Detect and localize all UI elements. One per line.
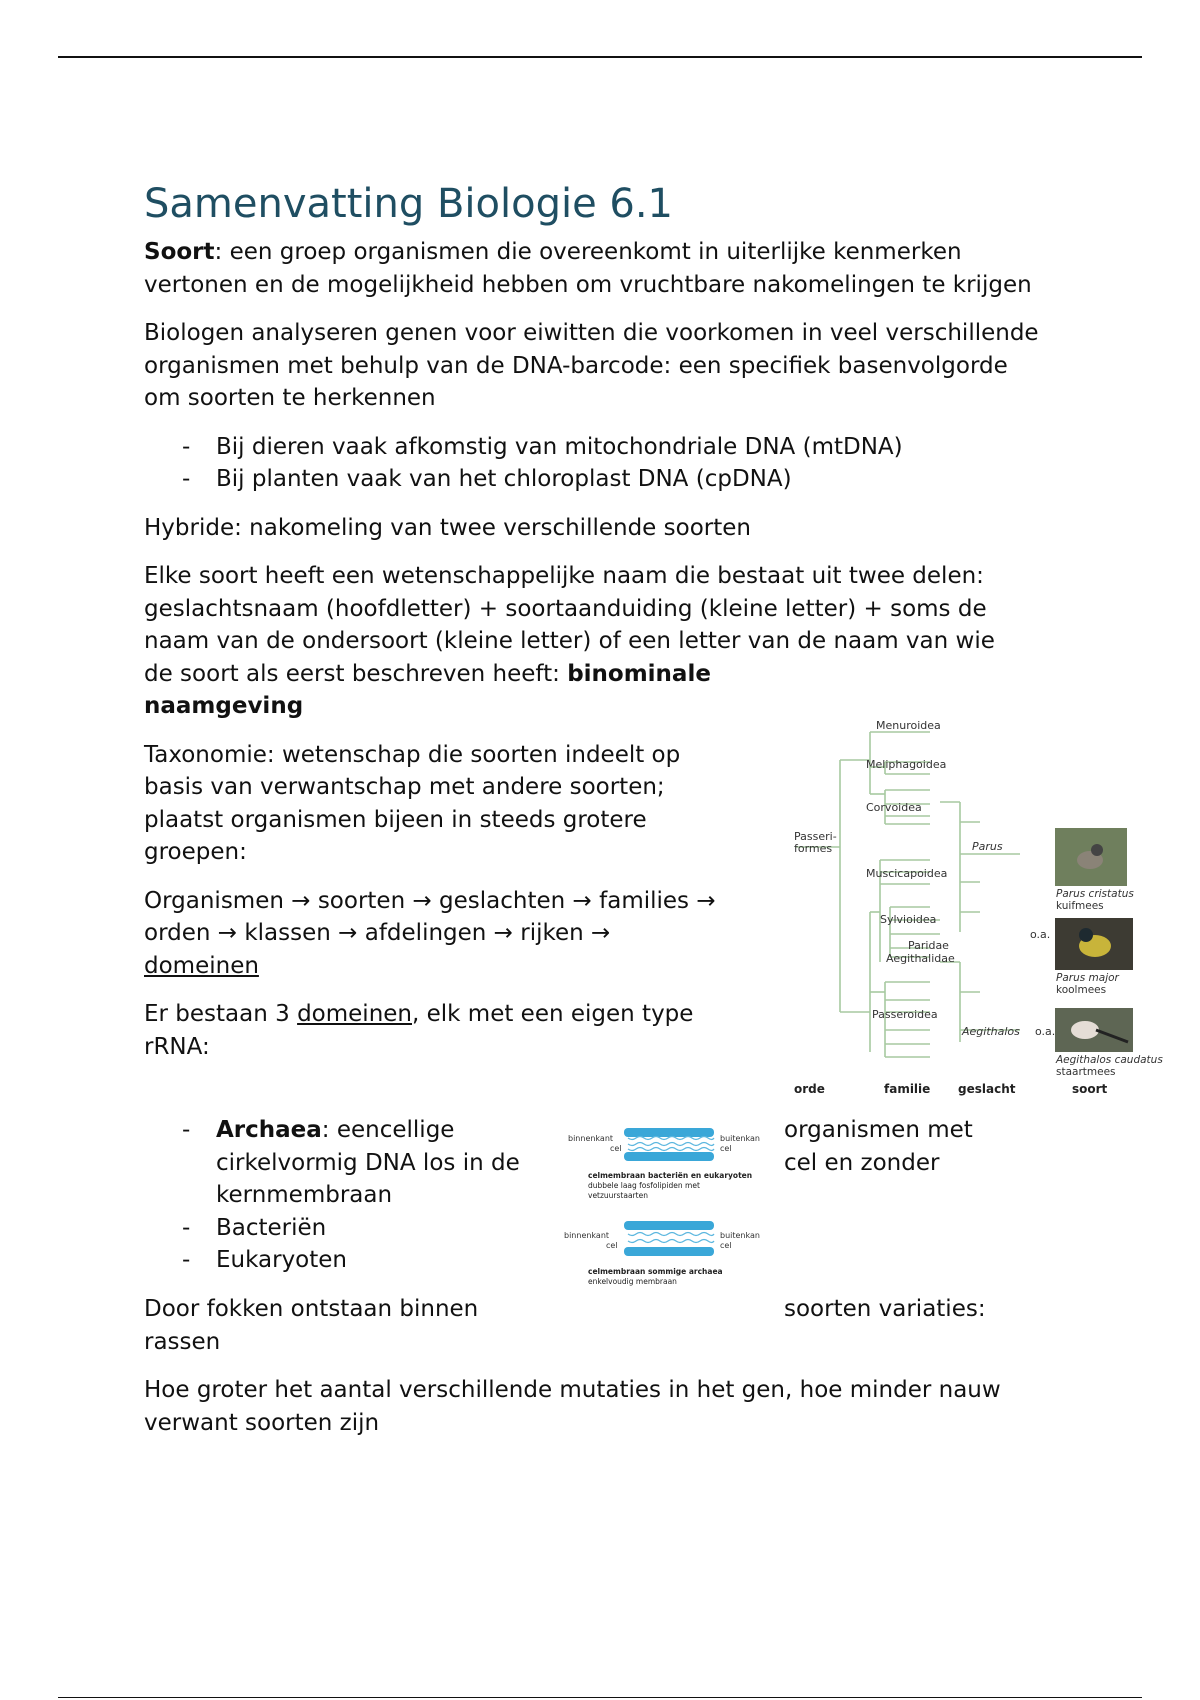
tree-order-label: formes [794,842,833,855]
tree-label: Corvoidea [866,801,922,814]
tree-genus-aegithalos: Aegithalos [962,1025,1020,1038]
cell-membrane-figure [562,1118,772,1293]
domains-list [144,1114,544,1277]
paragraph-fokken-left: Door fokken ontstaan binnen [144,1296,479,1322]
term-soort: Soort [144,239,215,265]
paragraph-dna-barcode: Biologen analyseren genen voor eiwitten die voorkomen in veel verschillende organismen met behulp van de DNA-barcode: een specifiek basenvolgorde om soorten te herkennen [144,320,1039,411]
tree-label: Menuroidea [876,719,941,732]
svg-text:celmembraan bacteriën en eukar: celmembraan bacteriën en eukaryoten [588,1171,753,1180]
svg-text:dubbele laag fosfolipiden met: dubbele laag fosfolipiden met [588,1181,700,1190]
paragraph-hierarchy: Organismen → soorten → geslachten → families → orden → klassen → afdelingen → rijken → domeinen [144,887,716,979]
tree-label: Sylvioidea [880,913,937,926]
svg-text:celmembraan sommige archaea: celmembraan sommige archaea [588,1267,723,1276]
paragraph-soort: Soort: een groep organismen die overeenkomt in uiterlijke kenmerken vertonen en de mogelijkheid hebben om vruchtbare nakomelingen te krijgen [144,239,1032,298]
tree-order-label: Passeri- [794,830,837,843]
svg-text:binnenkant: binnenkant [564,1231,610,1240]
tree-label: Paridae [908,939,949,952]
paragraph-fokken-right: soorten variaties: [784,1296,986,1322]
bird-photo-kuifmees [1055,828,1127,886]
paragraph-hybride: Hybride: nakomeling van twee verschillende soorten [144,514,751,541]
species-latin: Aegithalos caudatus [1056,1054,1163,1066]
top-rule [58,56,1142,58]
bird-photo-koolmees [1055,918,1133,970]
svg-text:vetzuurstaarten: vetzuurstaarten [588,1191,648,1200]
tree-label: Aegithalidae [886,952,955,965]
axis-label: geslacht [958,1082,1016,1096]
tree-genus-parus: Parus [972,840,1003,853]
tree-label: Muscicapoidea [866,867,948,880]
list-item-archaea: - Archaea: eencellige cirkelvormig DNA los in de kernmembraan [144,1114,544,1212]
bird-photo-staartmees [1055,1008,1133,1052]
monolayer [624,1221,714,1256]
tree-oa: o.a. [1035,1025,1056,1038]
species-dutch: kuifmees [1056,900,1104,912]
species-dutch: staartmees [1056,1066,1116,1078]
species-latin: Parus cristatus [1056,888,1134,900]
tree-label: Meliphagoidea [866,758,947,771]
svg-text:buitenkan: buitenkan [720,1231,760,1240]
species-latin: Parus major [1056,972,1119,984]
svg-text:cel: cel [720,1144,732,1153]
bilayer [624,1128,714,1161]
list-item-eukaryoten: - Eukaryoten [144,1244,544,1277]
paragraph-fokken-line2: rassen [144,1329,221,1355]
tree-label: Passeroidea [872,1008,938,1021]
paragraph-taxonomie: Taxonomie: wetenschap die soorten indeelt op basis van verwantschap met andere soorten; plaatst organismen bijeen in steeds grotere groepen: [144,741,681,865]
axis-label: familie [884,1082,931,1096]
svg-text:cel: cel [720,1241,732,1250]
svg-text:buitenkan: buitenkan [720,1134,760,1143]
list-item: - Bij dieren vaak afkomstig van mitochondriale DNA (mtDNA) [144,431,1064,464]
page-title: Samenvatting Biologie 6.1 [144,181,674,227]
svg-text:enkelvoudig membraan: enkelvoudig membraan [588,1277,677,1286]
paragraph-mutaties: Hoe groter het aantal verschillende mutaties in het gen, hoe minder nauw verwant soorten zijn [144,1377,1001,1436]
svg-text:binnenkant: binnenkant [568,1134,614,1143]
species-dutch: koolmees [1056,984,1107,996]
axis-label: soort [1072,1082,1108,1096]
tree-oa: o.a. [1030,928,1051,941]
paragraph-naamgeving: Elke soort heeft een wetenschappelijke naam die bestaat uit twee delen: geslachtsnaam (hoofdletter) + soortaanduiding (kleine letter) + soms de naam van de ondersoort (kleine letter) of een letter van de naam van wie de soort als eerst beschreven heeft: binominale naamgeving [144,563,995,719]
svg-text:cel: cel [610,1144,622,1153]
barcode-list [144,431,1064,496]
list-item-bacterien: - Bacteriën [144,1212,544,1245]
axis-label: orde [794,1082,825,1096]
phylogenetic-tree-figure [790,712,1180,1102]
list-item: - Bij planten vaak van het chloroplast DNA (cpDNA) [144,463,1064,496]
bottom-rule [58,1697,1142,1698]
svg-text:cel: cel [606,1241,618,1250]
archaea-continued: organismen met cel en zonder [784,1117,973,1176]
paragraph-domeinen: Er bestaan 3 domeinen, elk met een eigen type rRNA: [144,1001,694,1060]
